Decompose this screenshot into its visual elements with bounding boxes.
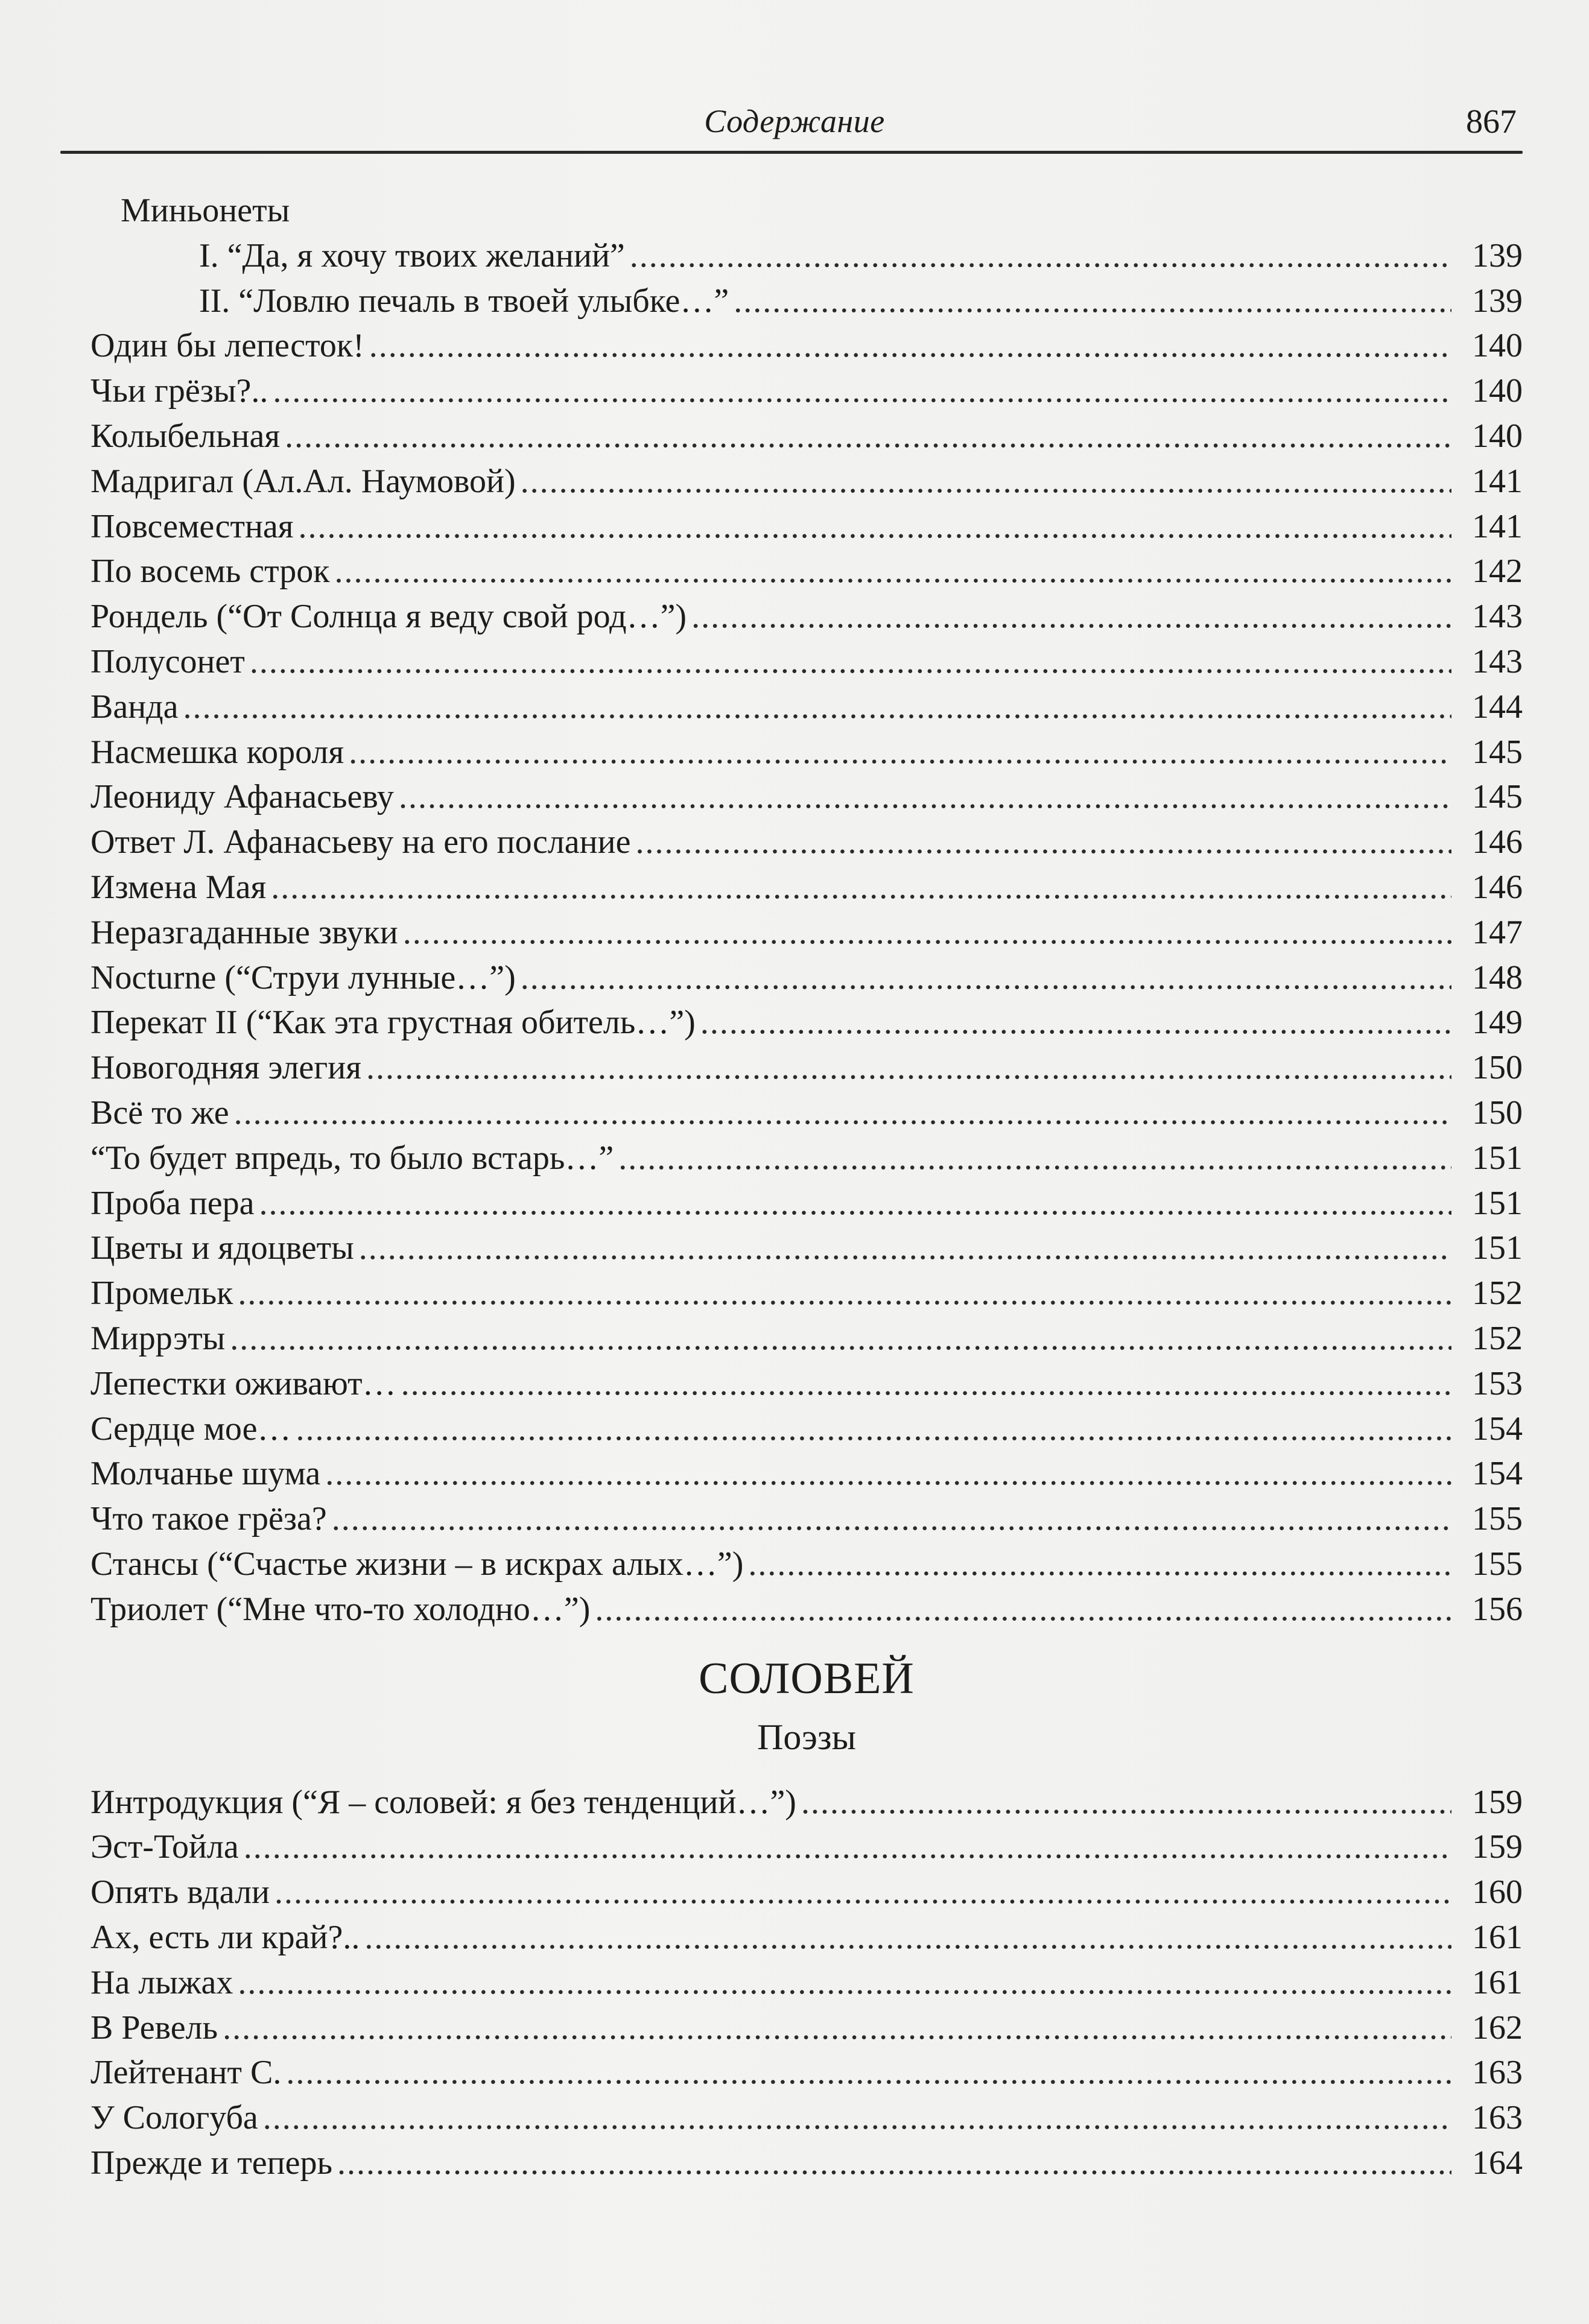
- toc-entry: [90, 730, 1523, 774]
- toc-entry: [90, 1316, 1523, 1361]
- entry-title: Лепестки оживают…: [90, 1364, 396, 1402]
- toc-entry: [90, 1407, 1523, 1451]
- entry-title: Лейтенант С.: [90, 2054, 282, 2092]
- entry-page-number: 152: [1472, 1274, 1523, 1312]
- entry-page-number: 143: [1472, 598, 1523, 636]
- toc-entry: [90, 2095, 1523, 2140]
- entry-page-number: 147: [1472, 913, 1523, 951]
- entry-page-number: 151: [1472, 1184, 1523, 1222]
- entry-page-number: 159: [1472, 1828, 1523, 1866]
- entry-page-number: 160: [1472, 1873, 1523, 1911]
- toc-entry: [90, 2141, 1523, 2185]
- dot-leader: [230, 1316, 1451, 1361]
- entry-title: Что такое грёза?: [90, 1500, 327, 1538]
- dot-leader: [369, 323, 1451, 368]
- entry-title: Эст-Тойла: [90, 1828, 239, 1866]
- entry-title: Проба пера: [90, 1184, 255, 1222]
- dot-leader: [399, 774, 1451, 819]
- entry-title: Колыбельная: [90, 417, 281, 455]
- dot-leader: [364, 1915, 1451, 1960]
- entry-title: Всё то же: [90, 1094, 229, 1132]
- entry-title: Nocturne (“Струи лунные…”): [90, 958, 516, 996]
- entry-title: На лыжах: [90, 1963, 233, 2001]
- dot-leader: [595, 1587, 1451, 1632]
- dot-leader: [521, 459, 1451, 504]
- entry-page-number: 140: [1472, 372, 1523, 410]
- running-title: Содержание: [704, 103, 885, 139]
- dot-leader: [223, 2006, 1451, 2050]
- entry-page-number: 144: [1472, 688, 1523, 726]
- entry-page-number: 145: [1472, 733, 1523, 771]
- entry-page-number: 156: [1472, 1590, 1523, 1628]
- toc-entry: [90, 1181, 1523, 1226]
- dot-leader: [274, 1870, 1451, 1914]
- dot-leader: [748, 1542, 1451, 1586]
- section-title: СОЛОВЕЙ: [699, 1653, 915, 1703]
- toc-entry: [90, 1915, 1523, 1960]
- entry-page-number: 139: [1472, 236, 1523, 274]
- toc-entry: [90, 323, 1523, 368]
- entry-title: Леониду Афанасьеву: [90, 778, 394, 816]
- entry-title: По восемь строк: [90, 553, 330, 590]
- dot-leader: [401, 1361, 1451, 1406]
- entry-title: Стансы (“Счастье жизни – в искрах алых…”): [90, 1545, 744, 1583]
- toc-entry: [90, 1960, 1523, 2005]
- entry-page-number: 161: [1472, 1963, 1523, 2001]
- toc-subentry: [90, 233, 1523, 278]
- toc-entry: [90, 594, 1523, 639]
- entry-title: Мадригал (Ал.Ал. Наумовой): [90, 462, 516, 500]
- toc-entry: [90, 549, 1523, 594]
- entry-title: Прежде и теперь: [90, 2144, 332, 2182]
- entry-page-number: 161: [1472, 1919, 1523, 1956]
- entry-page-number: 141: [1472, 462, 1523, 500]
- entry-title: Насмешка короля: [90, 733, 344, 771]
- dot-leader: [349, 730, 1451, 774]
- toc-entry: [90, 1000, 1523, 1045]
- group-label: Миньонеты: [121, 192, 290, 229]
- entry-page-number: 164: [1472, 2144, 1523, 2182]
- entry-page-number: 139: [1472, 282, 1523, 320]
- dot-leader: [234, 1091, 1451, 1135]
- entry-page-number: 152: [1472, 1320, 1523, 1357]
- entry-title: Опять вдали: [90, 1873, 270, 1911]
- dot-leader: [691, 594, 1451, 639]
- dot-leader: [403, 910, 1451, 955]
- toc-entry: [90, 1136, 1523, 1180]
- toc-entry: [90, 910, 1523, 955]
- toc-entry: [90, 1870, 1523, 1914]
- entry-page-number: 154: [1472, 1410, 1523, 1448]
- entry-title: Рондель (“От Солнца я веду свой род…”): [90, 598, 687, 636]
- dot-leader: [618, 1136, 1451, 1180]
- page-number: 867: [1466, 103, 1517, 141]
- toc-entry: [90, 1226, 1523, 1270]
- dot-leader: [366, 1045, 1451, 1090]
- dot-leader: [337, 2141, 1451, 2185]
- entry-page-number: 155: [1472, 1500, 1523, 1538]
- toc-entry: [90, 639, 1523, 684]
- toc-entry: [90, 369, 1523, 413]
- toc-entry: [90, 820, 1523, 864]
- entry-title: “То будет впредь, то было встарь…”: [90, 1139, 614, 1177]
- entry-title: Цветы и ядоцветы: [90, 1229, 354, 1267]
- toc-entry: [90, 1451, 1523, 1496]
- dot-leader: [359, 1226, 1451, 1270]
- dot-leader: [238, 1960, 1451, 2005]
- entry-page-number: 149: [1472, 1004, 1523, 1042]
- dot-leader: [299, 504, 1451, 549]
- toc-entry: [90, 414, 1523, 458]
- entry-page-number: 150: [1472, 1049, 1523, 1087]
- entry-title: Измена Мая: [90, 869, 267, 906]
- entry-title: Сердце мое…: [90, 1410, 291, 1448]
- dot-leader: [273, 369, 1451, 413]
- entry-title: В Ревель: [90, 2009, 218, 2047]
- entry-title: Ответ Л. Афанасьеву на его послание: [90, 823, 631, 861]
- entry-page-number: 155: [1472, 1545, 1523, 1583]
- toc-entry: [90, 1587, 1523, 1632]
- dot-leader: [325, 1451, 1451, 1496]
- dot-leader: [296, 1407, 1451, 1451]
- toc-entry: [90, 774, 1523, 819]
- toc-entry: [90, 504, 1523, 549]
- entry-title: I. “Да, я хочу твоих желаний”: [199, 236, 625, 274]
- entry-title: Триолет (“Мне что-то холодно…”): [90, 1590, 591, 1628]
- entry-page-number: 150: [1472, 1094, 1523, 1132]
- dot-leader: [259, 1181, 1451, 1226]
- entry-title: Ах, есть ли край?..: [90, 1919, 360, 1956]
- dot-leader: [286, 2050, 1451, 2095]
- toc-entry: [90, 1045, 1523, 1090]
- entry-title: У Сологуба: [90, 2099, 258, 2137]
- toc-entry: [90, 1780, 1523, 1825]
- toc-subentry: [90, 279, 1523, 323]
- entry-title: Ванда: [90, 688, 179, 726]
- entry-page-number: 163: [1472, 2054, 1523, 2092]
- dot-leader: [238, 1271, 1451, 1316]
- toc-entry: [90, 459, 1523, 504]
- toc-entry: [90, 1361, 1523, 1406]
- header-rule: [60, 151, 1523, 154]
- dot-leader: [263, 2095, 1451, 2140]
- entry-page-number: 151: [1472, 1229, 1523, 1267]
- dot-leader: [285, 414, 1451, 458]
- dot-leader: [700, 1000, 1451, 1045]
- entry-page-number: 153: [1472, 1364, 1523, 1402]
- entry-title: Перекат II (“Как эта грустная обитель…”): [90, 1004, 696, 1042]
- toc-entry: [90, 1091, 1523, 1135]
- entry-title: Интродукция (“Я – соловей: я без тенденций…”): [90, 1783, 796, 1821]
- entry-title: Неразгаданные звуки: [90, 913, 398, 951]
- dot-leader: [183, 685, 1451, 729]
- entry-page-number: 163: [1472, 2099, 1523, 2137]
- dot-leader: [334, 549, 1451, 594]
- entry-page-number: 162: [1472, 2009, 1523, 2047]
- entry-page-number: 141: [1472, 507, 1523, 545]
- entry-page-number: 148: [1472, 958, 1523, 996]
- entry-page-number: 146: [1472, 869, 1523, 906]
- dot-leader: [734, 279, 1451, 323]
- toc-entry: [90, 2050, 1523, 2095]
- entry-page-number: 151: [1472, 1139, 1523, 1177]
- entry-title: Новогодняя элегия: [90, 1049, 361, 1087]
- entry-page-number: 143: [1472, 643, 1523, 680]
- entry-title: Молчанье шума: [90, 1455, 321, 1493]
- subsection-title: Поэзы: [757, 1717, 856, 1757]
- toc-entry: [90, 2006, 1523, 2050]
- entry-title: Миррэты: [90, 1320, 226, 1357]
- entry-title: Один бы лепесток!: [90, 327, 364, 365]
- toc-entry: [90, 1271, 1523, 1316]
- entry-title: Чьи грёзы?..: [90, 372, 268, 410]
- entry-page-number: 146: [1472, 823, 1523, 861]
- entry-page-number: 159: [1472, 1783, 1523, 1821]
- dot-leader: [271, 865, 1451, 910]
- running-head: [66, 97, 1523, 151]
- dot-leader: [801, 1780, 1451, 1825]
- toc-entry: [90, 1825, 1523, 1869]
- toc-entry: [90, 1542, 1523, 1586]
- dot-leader: [630, 233, 1451, 278]
- entry-page-number: 154: [1472, 1455, 1523, 1493]
- toc-entry: [90, 685, 1523, 729]
- entry-page-number: 140: [1472, 327, 1523, 365]
- dot-leader: [635, 820, 1451, 864]
- entry-title: Полусонет: [90, 643, 245, 680]
- entry-title: Повсеместная: [90, 507, 294, 545]
- entry-title: II. “Ловлю печаль в твоей улыбке…”: [199, 282, 729, 320]
- toc-entry: [90, 955, 1523, 1000]
- entry-page-number: 142: [1472, 553, 1523, 590]
- dot-leader: [244, 1825, 1451, 1869]
- toc-entry: [90, 1496, 1523, 1541]
- entry-page-number: 145: [1472, 778, 1523, 816]
- toc-entry: [90, 865, 1523, 910]
- entry-title: Промельк: [90, 1274, 233, 1312]
- dot-leader: [521, 955, 1451, 1000]
- entry-page-number: 140: [1472, 417, 1523, 455]
- dot-leader: [332, 1496, 1451, 1541]
- dot-leader: [250, 639, 1451, 684]
